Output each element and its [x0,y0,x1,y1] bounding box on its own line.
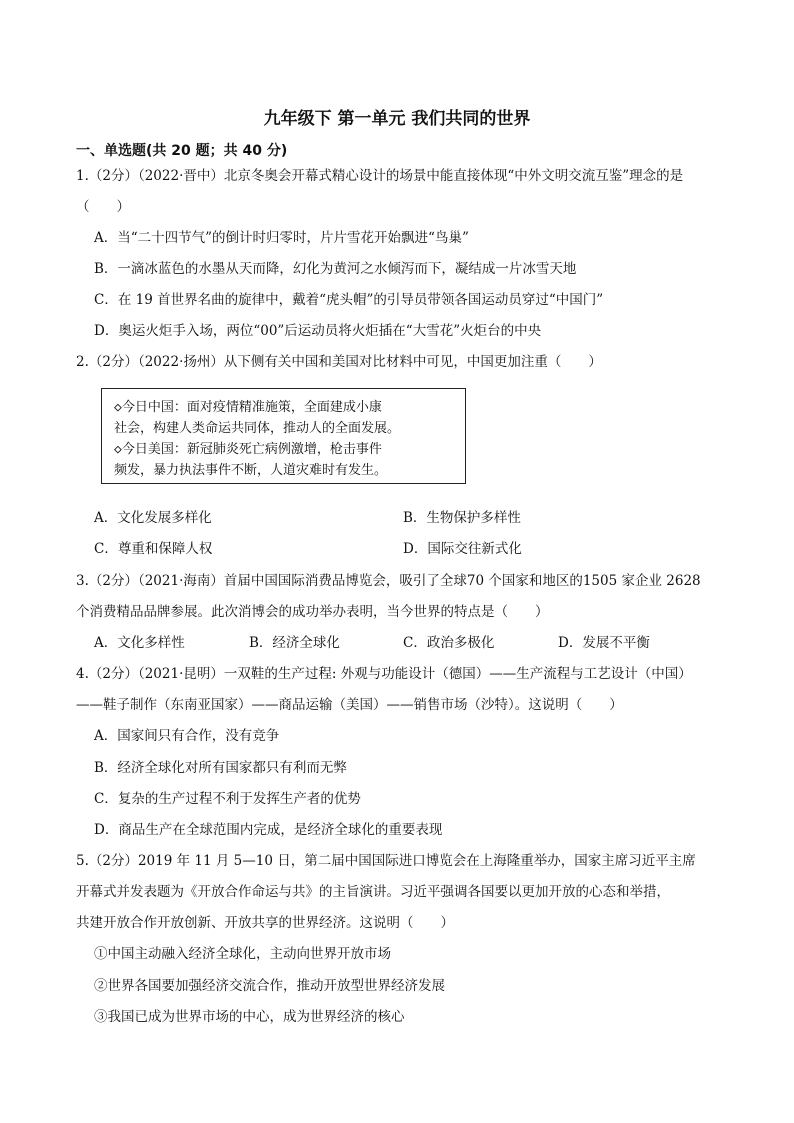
section-heading: 一、单选题(共 20 题；共 40 分) [76,143,288,159]
question-3-option-b: B．经济全球化 [249,635,340,651]
question-5-statement-3: ③我国已成为世界市场的中心，成为世界经济的核心 [94,1009,405,1025]
question-2-option-d: D．国际交往新式化 [403,541,522,557]
material-line: 频发，暴力执法事件不断，人道灾难时有发生。 [114,463,388,478]
question-5-stem-cont: 共建开放合作开放创新、开放共享的世界经济。这说明（ ） [76,915,454,931]
question-5-statement-2: ②世界各国要加强经济交流合作，推动开放型世界经济发展 [94,978,445,994]
question-2-stem: 2.（2分）（2022·扬州）从下侧有关中国和美国对比材料中可见，中国更加注重（ ） [76,354,602,370]
question-2-option-c: C．尊重和保障人权 [94,541,213,557]
material-line: ◇今日美国：新冠肺炎死亡病例激增，枪击事件 [114,442,382,457]
question-5-statement-1: ①中国主动融入经济全球化，主动向世界开放市场 [94,946,391,962]
question-3-option-c: C．政治多极化 [403,635,495,651]
question-1-option-a: A．当“二十四节气”的倒计时归零时，片片雪花开始飘进“鸟巢” [94,230,469,246]
question-1-stem: 1.（2分）（2022·晋中）北京冬奥会开幕式精心设计的场景中能直接体现“中外文明交流互鉴”理念的是 [76,168,684,184]
question-1-option-c: C．在 19 首世界名曲的旋律中，戴着“虎头帽”的引导员带领各国运动员穿过“中国门” [94,292,604,308]
question-5-stem-cont: 开幕式并发表题为《开放合作命运与共》的主旨演讲。习近平强调各国要以更加开放的心态和举措， [76,884,670,900]
material-box [101,388,466,484]
question-3-stem: 3.（2分）（2021·海南）首届中国国际消费品博览会，吸引了全球70 个国家和地区的1505 家企业 2628 [76,573,701,589]
question-1-option-b: B．一滴冰蓝色的水墨从天而降，幻化为黄河之水倾泻而下，凝结成一片冰雪天地 [94,261,577,277]
question-3-stem-cont: 个消费精品品牌参展。此次消博会的成功举办表明，当今世界的特点是（ ） [76,604,549,620]
material-line: 社会，构建人类命运共同体，推动人的全面发展。 [114,421,401,436]
question-4-option-a: A．国家间只有合作，没有竞争 [94,728,280,744]
question-2-option-a: A．文化发展多样化 [94,510,212,526]
page-title: 九年级下 第一单元 我们共同的世界 [263,109,531,129]
question-2-option-b: B．生物保护多样性 [403,510,521,526]
question-3-option-d: D．发展不平衡 [558,635,650,651]
question-4-stem: 4.（2分）（2021·昆明）一双鞋的生产过程: 外观与功能设计（德国）——生产流程与工艺设计（中国） [76,666,692,682]
question-3-option-a: A．文化多样性 [94,635,185,651]
question-4-option-b: B．经济全球化对所有国家都只有利而无弊 [94,760,347,776]
question-1-option-d: D．奥运火炬手入场，两位“00”后运动员将火炬插在“大雪花”火炬台的中央 [94,323,542,339]
question-4-option-c: C．复杂的生产过程不利于发挥生产者的优势 [94,791,361,807]
material-line: ◇今日中国：面对疫情精准施策，全面建成小康 [114,400,382,415]
question-5-stem: 5.（2分）2019 年 11 月 5—10 日，第二届中国国际进口博览会在上海隆重举办，国家主席习近平主席 [76,853,696,869]
question-1-stem-cont: （ ） [76,199,130,215]
question-4-option-d: D．商品生产在全球范围内完成，是经济全球化的重要表现 [94,822,443,838]
question-4-stem-cont: ——鞋子制作（东南亚国家）——商品运输（美国）——销售市场（沙特）。这说明（ ） [76,697,623,713]
